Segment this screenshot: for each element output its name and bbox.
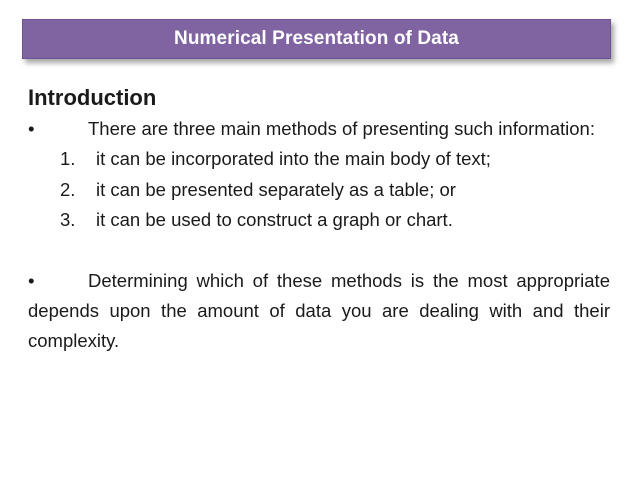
list-item (28, 205, 610, 236)
bullet-paragraph-2 (28, 266, 610, 356)
slide-title: Numerical Presentation of Data (174, 28, 459, 49)
bullet-text-1: There are three main methods of presenting such information: (88, 118, 595, 139)
bullet-text-2: Determining which of these methods is the most appropriate depends upon the amount of data you are dealing with and their complexity. (28, 269, 610, 351)
methods-list (28, 144, 610, 236)
list-item-text: it can be incorporated into the main body of text; (96, 148, 491, 169)
list-index: 2. (60, 178, 76, 200)
list-index: 1. (60, 148, 76, 169)
list-item-text: it can be presented separately as a table; or (96, 178, 456, 200)
list-item-text: it can be used to construct a graph or chart. (96, 209, 453, 230)
bullet-icon: • (28, 269, 35, 291)
bullet-icon: • (28, 118, 35, 139)
list-index: 3. (60, 209, 76, 230)
list-item (28, 175, 610, 206)
slide-title-bar (22, 19, 611, 59)
spacer (28, 236, 610, 266)
slide-content (28, 84, 610, 356)
list-item (28, 144, 610, 175)
section-heading: Introduction (28, 85, 157, 110)
bullet-paragraph-1 (28, 114, 610, 144)
